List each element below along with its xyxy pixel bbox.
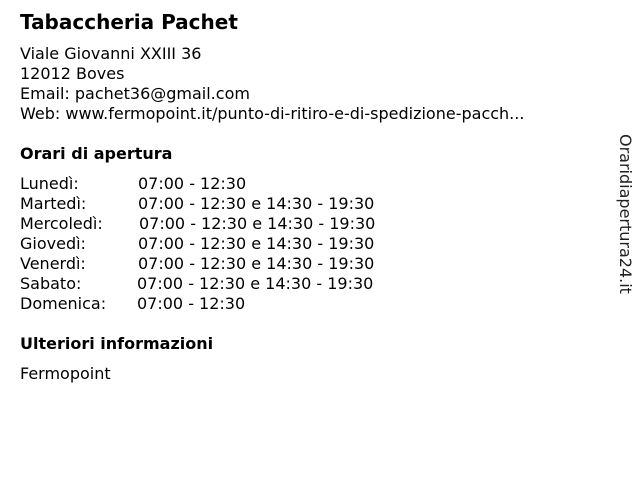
- hours-time: 07:00 - 12:30 e 14:30 - 19:30: [138, 254, 375, 273]
- hours-row-giovedi: [20, 234, 440, 254]
- info-text: Fermopoint: [20, 364, 111, 383]
- address-street: Viale Giovanni XXIII 36: [20, 44, 202, 63]
- hours-time: 07:00 - 12:30 e 14:30 - 19:30: [138, 234, 375, 253]
- hours-time: 07:00 - 12:30: [137, 294, 246, 313]
- hours-row-domenica: [20, 294, 440, 314]
- hours-row-martedi: [20, 194, 440, 214]
- store-name: Tabaccheria Pachet: [20, 10, 238, 34]
- hours-time: 07:00 - 12:30 e 14:30 - 19:30: [137, 274, 374, 293]
- address-city: 12012 Boves: [20, 64, 125, 83]
- hours-day: Mercoledì:: [20, 214, 103, 233]
- hours-table: [20, 174, 440, 314]
- hours-day: Giovedì:: [20, 234, 86, 253]
- hours-title: Orari di apertura: [20, 144, 173, 163]
- hours-row-sabato: [20, 274, 440, 294]
- web-line: Web: www.fermopoint.it/punto-di-ritiro-e-di-spedizione-pacch...: [20, 104, 525, 123]
- hours-time: 07:00 - 12:30 e 14:30 - 19:30: [138, 194, 375, 213]
- hours-day: Domenica:: [20, 294, 107, 313]
- hours-row-venerdi: [20, 254, 440, 274]
- hours-row-lunedi: [20, 174, 440, 194]
- hours-day: Martedì:: [20, 194, 87, 213]
- hours-row-mercoledi: [20, 214, 440, 234]
- hours-time: 07:00 - 12:30: [138, 174, 247, 193]
- info-title: Ulteriori informazioni: [20, 334, 214, 353]
- site-watermark: Oraridiapertura24.it: [616, 134, 635, 294]
- hours-day: Lunedì:: [20, 174, 79, 193]
- email-line: Email: pachet36@gmail.com: [20, 84, 250, 103]
- hours-day: Sabato:: [20, 274, 82, 293]
- hours-time: 07:00 - 12:30 e 14:30 - 19:30: [139, 214, 376, 233]
- hours-day: Venerdì:: [20, 254, 86, 273]
- store-address: [20, 44, 524, 124]
